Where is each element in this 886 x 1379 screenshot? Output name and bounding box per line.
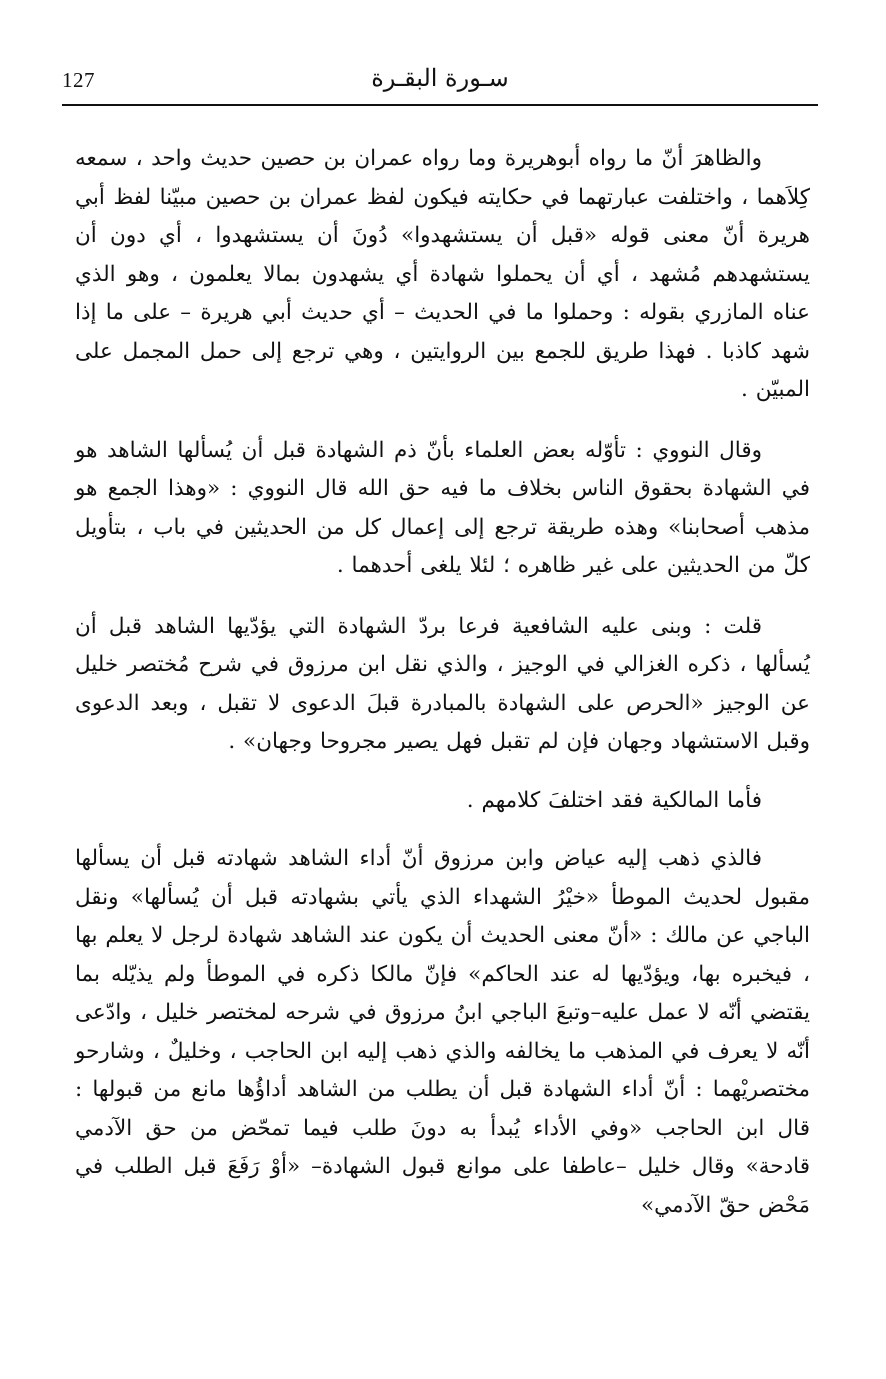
page-header — [62, 62, 818, 108]
paragraph-2: وقال النووي : تأوّله بعض العلماء بأنّ ذم الشهادة قبل أن يُسألها الشاهد هو في الشهادة بحقوق الناس بخلاف ما فيه حق الله قال النووي : «وهذا الجمع هو مذهب أصحابنا» وهذه طريقة ترجع إلى إعمال كل من الحديثين في باب ، بتأويل كلّ من الحديثين على غير ظاهره ؛ لئلا يلغى أحدهما . — [75, 437, 810, 578]
paragraph-4: فأما المالكية فقد اختلفَ كلامهم . — [466, 787, 762, 813]
page-number: 127 — [62, 68, 95, 92]
header-rule — [62, 104, 818, 106]
paragraph-5: فالذي ذهب إليه عياض وابن مرزوق أنّ أداء الشاهد شهادته قبل أن يسألها مقبول لحديث الموطأ «خيْرُ الشهداء الذي يأتي بشهادته قبل أن يُسألها» ونقل الباجي عن مالك : «أنّ معنى الحديث أن يكون عند الشاهد شهادة لرجل لا يعلم بها ، فيخبره بها، ويؤدّيها له عند الحاكم» فإنّ مالكا ذكره في الموطأ ولم يذيّله بما يقتضي أنّه لا عمل عليه–وتبعَ الباجي ابنُ مرزوق في شرحه لمختصر خليل ، وادّعى أنّه لا يعرف في المذهب ما يخالفه والذي ذهب إليه ابن الحاجب ، وخليلٌ ، وشارحو مختصريْهما : أنّ أداء الشهادة قبل أن يطلب من الشاهد أداؤُها مانع من قبولها : قال ابن الحاجب «وفي الأداء يُبدأ به دونَ طلب فيما تمحّض من حق الآدمي قادحة» وقال خليل –عاطفا على موانع قبول الشهادة– «أوْ رَفَعَ قبل الطلب في مَحْض حقّ الآدمي» — [75, 846, 810, 1218]
running-title: سـورة البقـرة — [371, 64, 509, 92]
page-body — [75, 140, 810, 1225]
paragraph-3: قلت : وبنى عليه الشافعية فرعا بردّ الشهادة التي يؤدّيها الشاهد قبل أن يُسألها ، ذكره الغزالي في الوجيز ، والذي نقل ابن مرزوق في شرح مُختصر خليل عن الوجيز «الحرص على الشهادة بالمبادرة قبلَ الدعوى لا تقبل ، وبعد الدعوى وقبل الاستشهاد وجهان فإن لم تقبل فهل يصير مجروحا وجهان» . — [75, 613, 810, 754]
paragraph-1: والظاهرَ أنّ ما رواه أبوهريرة وما رواه عمران بن حصين حديث واحد ، سمعه كِلاَهما ، واختلفت عبارتهما في حكايته فيكون لفظ عمران بن حصين مبيّنا لفظ أبي هريرة أنّ معنى قوله «قبل أن يستشهدوا» دُونَ أن يستشهدوا ، أي دون أن يستشهدهم مُشهد ، أي أن يحملوا شهادة أي يشهدون بمالا يعلمون ، وهو الذي عناه المازري بقوله : وحملوا ما في الحديث – أي حديث أبي هريرة – على ما إذا شهد كاذبا . فهذا طريق للجمع بين الروايتين ، وهي ترجع إلى حمل المجمل على المبيّن . — [75, 146, 810, 402]
